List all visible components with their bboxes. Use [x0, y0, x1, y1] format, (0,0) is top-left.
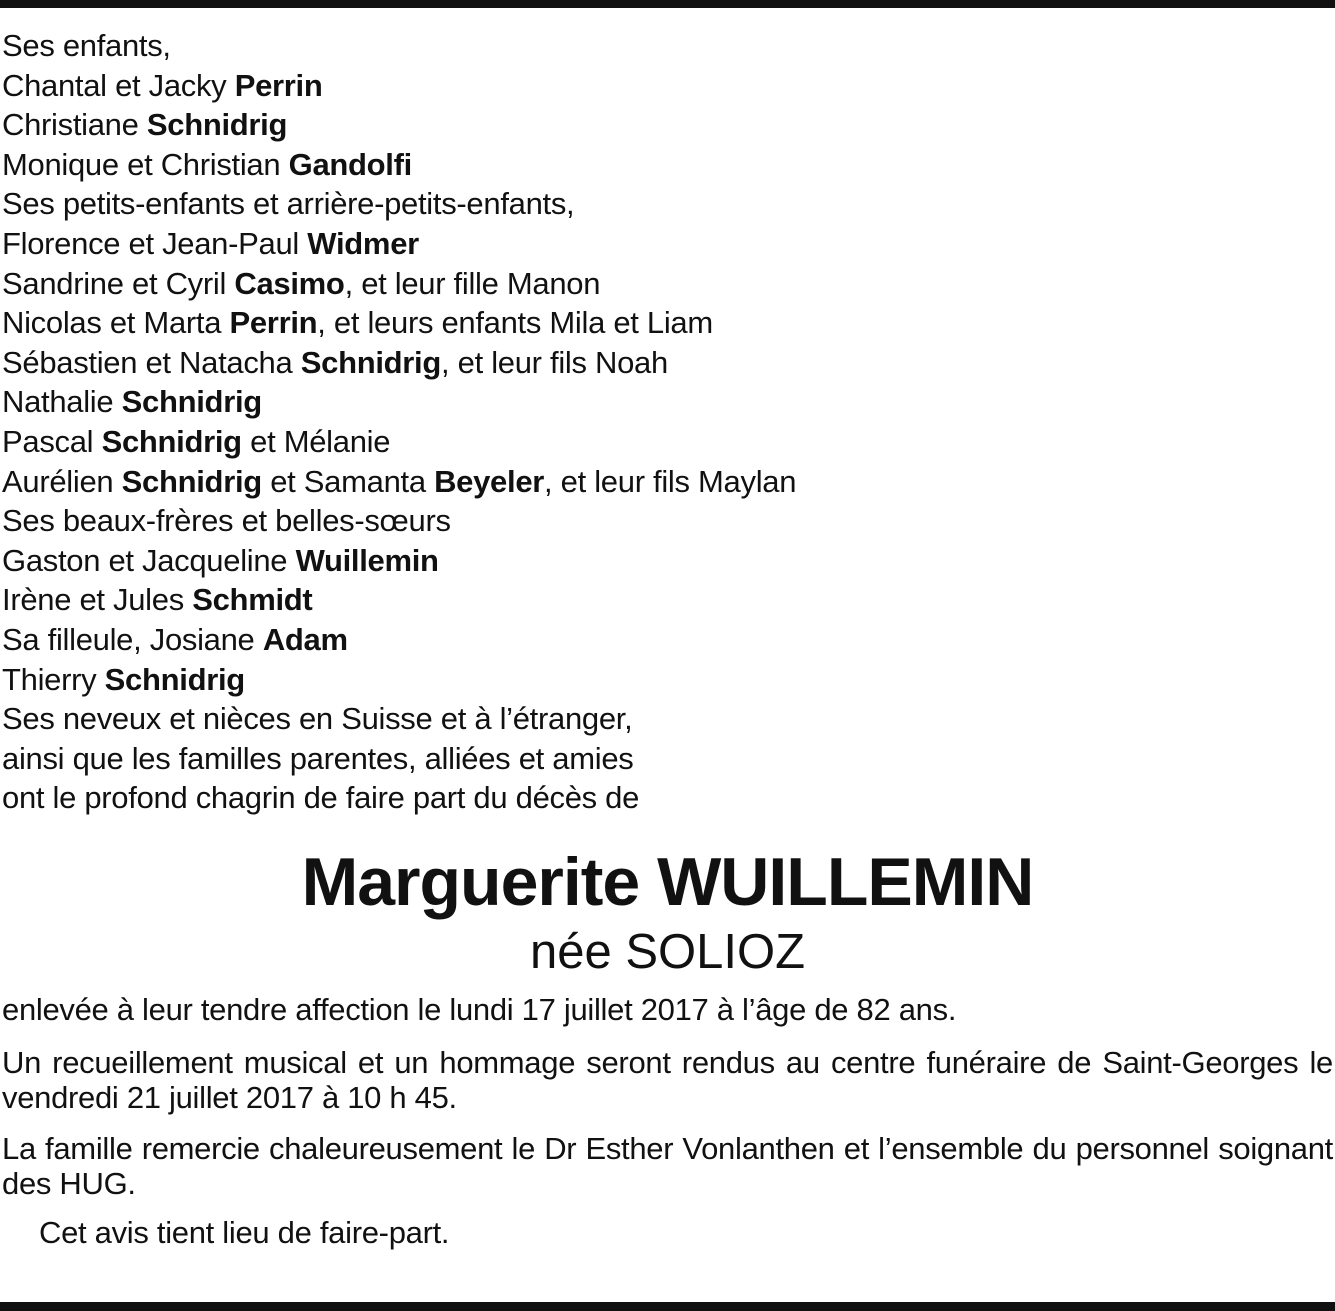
top-rule: [0, 0, 1335, 8]
family-text: ainsi que les familles parentes, alliées et amies: [2, 740, 634, 776]
family-line: [2, 224, 1333, 264]
family-line: [2, 26, 1333, 66]
family-text: et Samanta: [261, 463, 435, 499]
family-surname: Beyeler: [434, 463, 545, 499]
family-text: Pascal: [2, 423, 102, 459]
family-line: [2, 303, 1333, 343]
family-surname: Perrin: [229, 305, 318, 341]
closing-note: Cet avis tient lieu de faire-part.: [39, 1214, 450, 1250]
family-text: Monique et Christian: [2, 146, 289, 182]
family-line: [2, 620, 1333, 660]
family-text: Christiane: [2, 107, 147, 143]
family-text: , et leur fils Maylan: [544, 463, 797, 499]
family-text: Sébastien et Natacha: [2, 344, 301, 380]
family-text: , et leurs enfants Mila et Liam: [317, 305, 713, 341]
family-text: , et leur fille Manon: [344, 265, 601, 301]
family-surname: Casimo: [234, 265, 345, 301]
family-surname: Schmidt: [192, 582, 313, 618]
maiden-name: née SOLIOZ: [529, 924, 806, 979]
family-surname: Widmer: [307, 225, 419, 261]
family-text: Nicolas et Marta: [2, 305, 230, 341]
family-line: [2, 778, 1333, 818]
family-surname: Wuillemin: [295, 542, 439, 578]
family-line: [2, 66, 1333, 106]
family-surname: Schnidrig: [300, 344, 442, 380]
family-text: , et leur fils Noah: [441, 344, 668, 380]
family-text: Ses enfants,: [2, 28, 171, 63]
family-text: Gaston et Jacqueline: [2, 542, 296, 578]
family-text: Aurélien: [2, 463, 122, 499]
family-text: Ses neveux et nièces en Suisse et à l’étranger,: [2, 701, 633, 737]
deceased-name: Marguerite WUILLEMIN: [301, 843, 1034, 920]
family-text: Chantal et Jacky: [2, 67, 235, 103]
family-surname: Schnidrig: [146, 107, 288, 143]
family-line: [2, 264, 1333, 304]
bottom-rule: [0, 1302, 1335, 1311]
family-line: [2, 699, 1333, 739]
death-notice: [2, 26, 1333, 1250]
family-text: ont le profond chagrin de faire part du décès de: [2, 780, 640, 816]
family-line: [2, 541, 1333, 581]
family-line: [2, 462, 1333, 502]
family-text: Thierry: [2, 661, 105, 697]
family-line: [2, 501, 1333, 541]
family-text: Ses beaux-frères et belles-sœurs: [2, 503, 451, 539]
family-line: [2, 422, 1333, 462]
family-line: [2, 343, 1333, 383]
family-text: et Mélanie: [241, 423, 391, 459]
family-surname: Schnidrig: [101, 423, 242, 459]
family-line: [2, 660, 1333, 700]
family-line: [2, 580, 1333, 620]
family-surname: Schnidrig: [121, 463, 262, 499]
death-announcement: enlevée à leur tendre affection le lundi 17 juillet 2017 à l’âge de 82 ans.: [2, 991, 957, 1027]
family-line: [2, 739, 1333, 779]
family-list: [2, 26, 1333, 818]
family-line: [2, 105, 1333, 145]
family-surname: Schnidrig: [121, 384, 262, 420]
family-surname: Gandolfi: [288, 146, 412, 182]
family-surname: Adam: [262, 621, 348, 657]
family-line: [2, 145, 1333, 185]
family-line: [2, 184, 1333, 224]
family-surname: Perrin: [234, 67, 323, 103]
family-surname: Schnidrig: [104, 661, 245, 697]
family-text: Florence et Jean-Paul: [2, 225, 308, 261]
family-text: Nathalie: [2, 384, 122, 420]
family-text: Sa filleule, Josiane: [2, 621, 263, 657]
family-line: [2, 382, 1333, 422]
family-text: Irène et Jules: [2, 582, 193, 618]
family-text: Ses petits-enfants et arrière-petits-enfants,: [2, 186, 575, 222]
thanks-paragraph: La famille remercie chaleureusement le Dr Esther Vonlanthen et l’ensemble du personnel soignant des HUG.: [2, 1130, 1333, 1201]
family-text: Sandrine et Cyril: [2, 265, 235, 301]
ceremony-details: Un recueillement musical et un hommage seront rendus au centre funéraire de Saint-Georges le vendredi 21 juillet 2017 à 10 h 45.: [2, 1044, 1333, 1115]
